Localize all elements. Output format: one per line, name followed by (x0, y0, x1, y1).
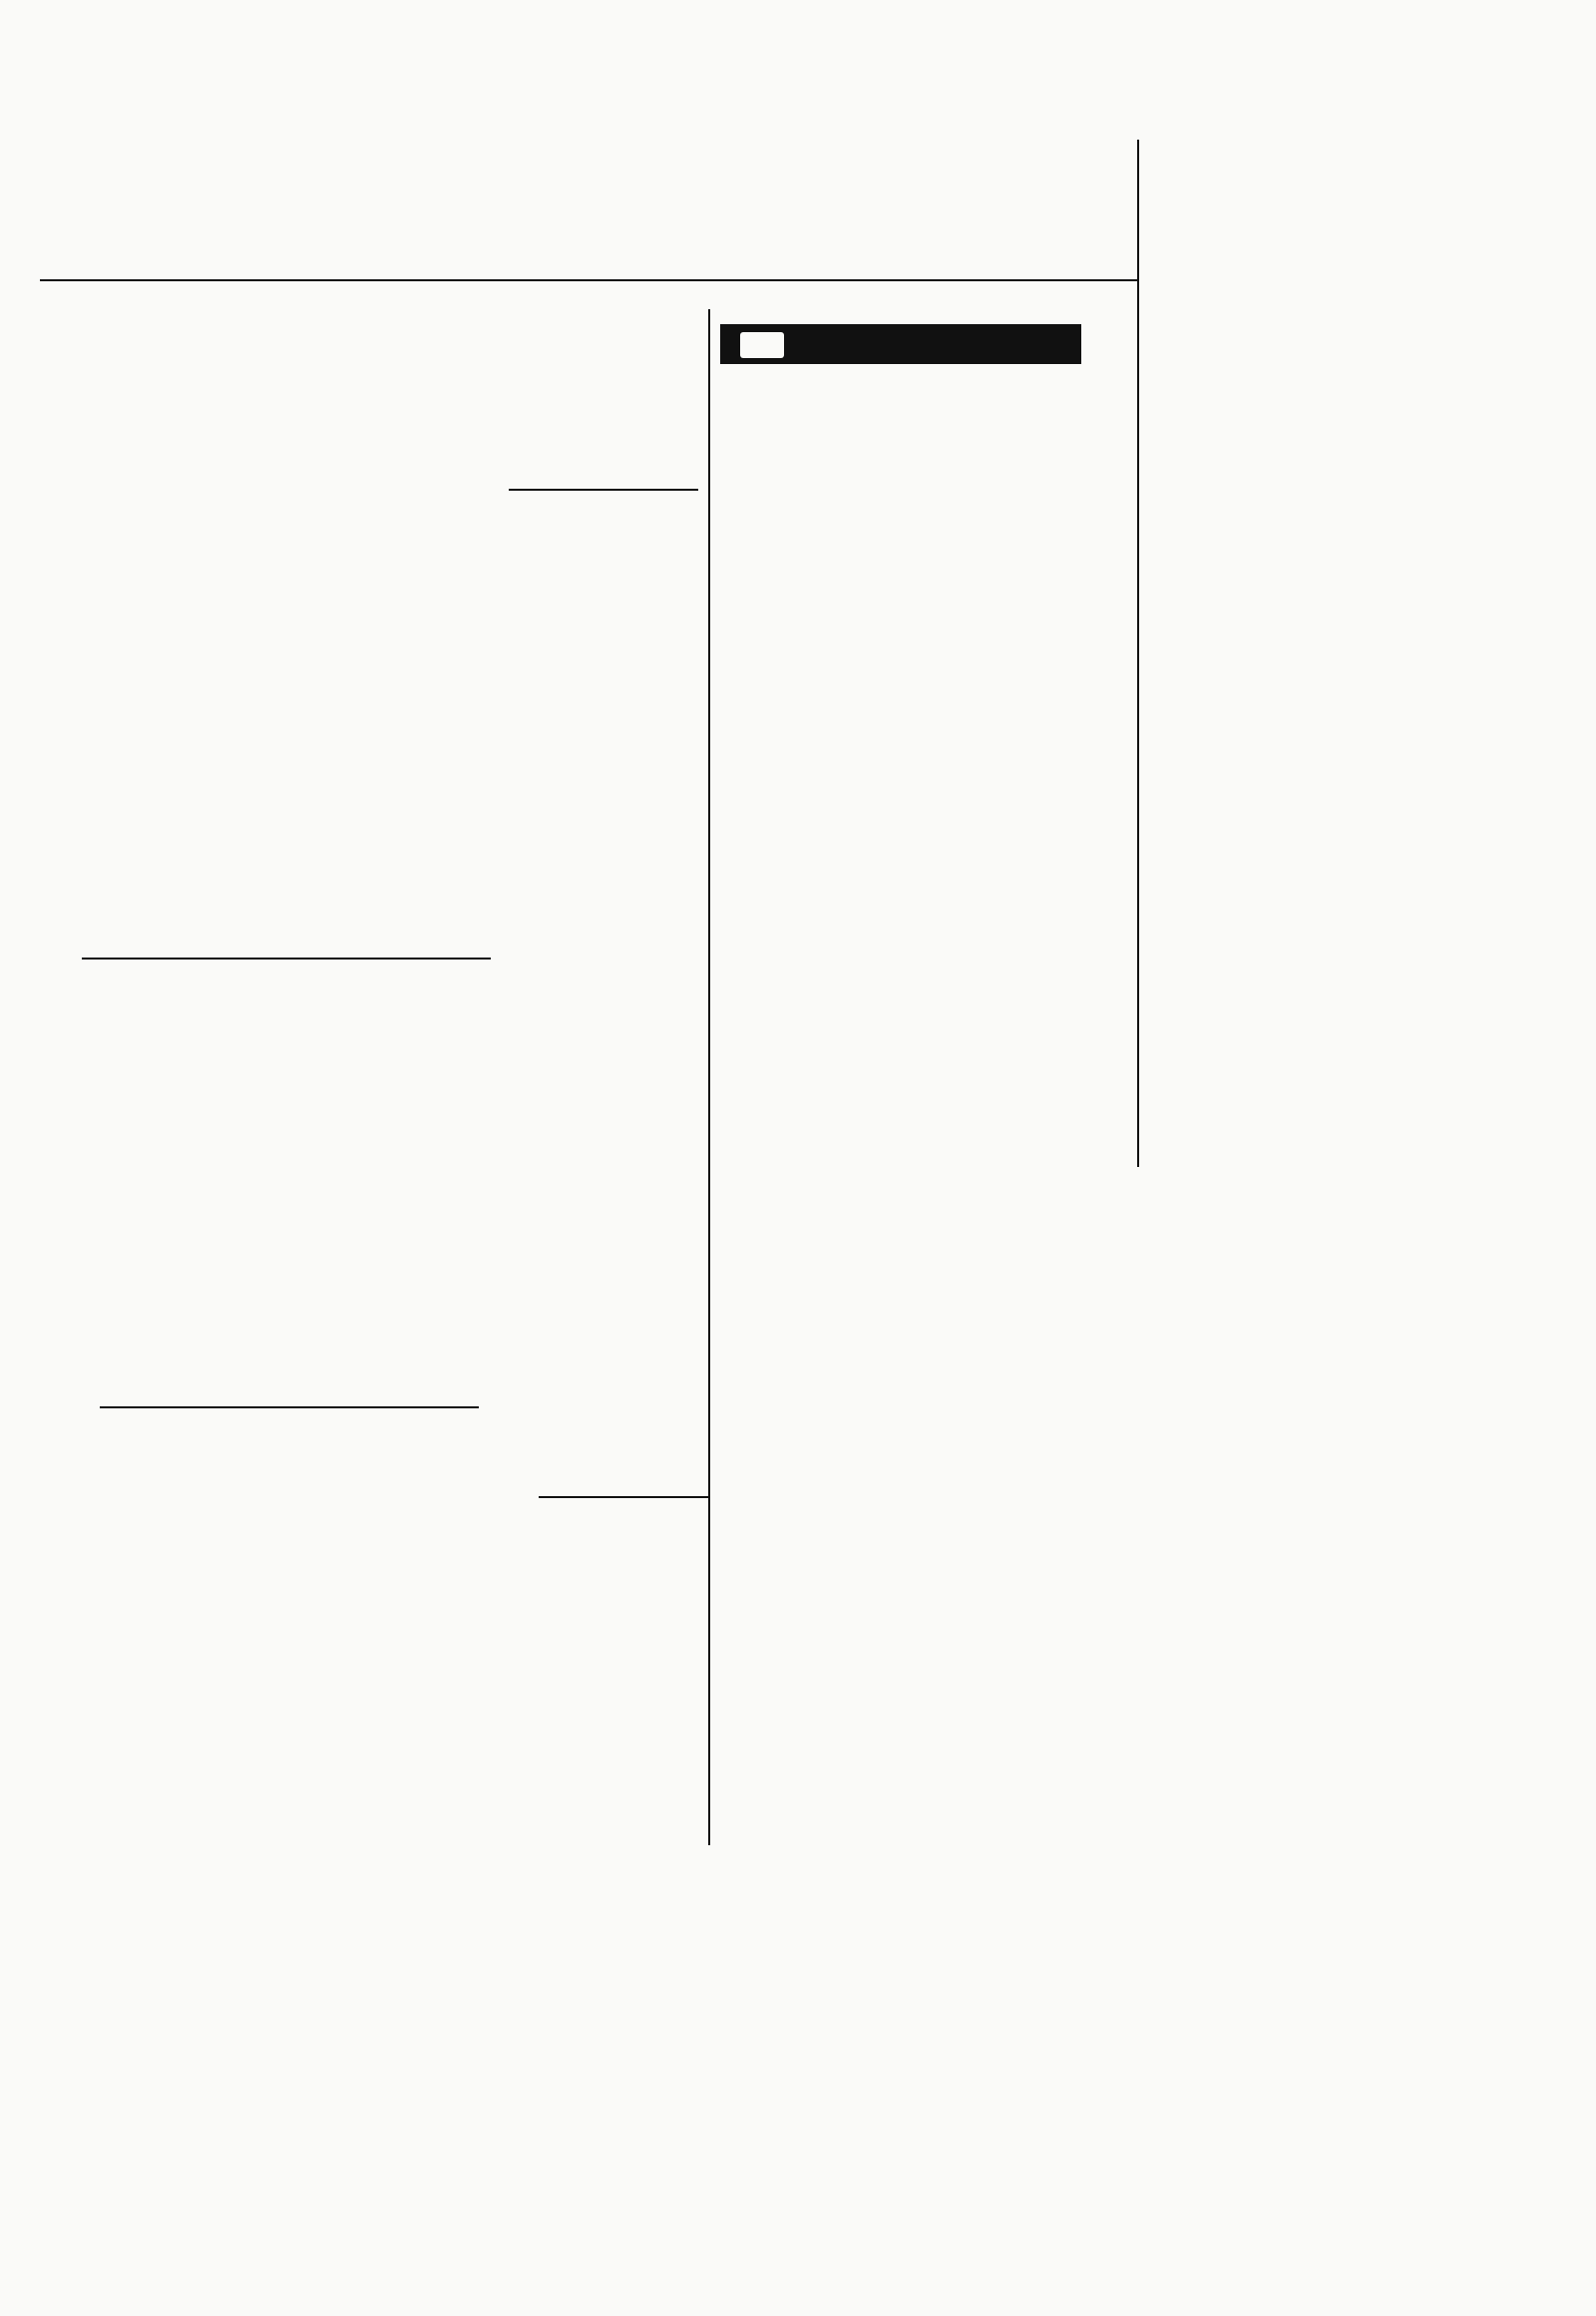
britain-body (82, 1042, 491, 1396)
america-col-2 (926, 457, 1125, 1105)
edition-24-body (539, 1636, 708, 1870)
india-col-3b (501, 778, 698, 1376)
foreign-banner (720, 324, 1081, 364)
wilson-headline (70, 1416, 499, 1420)
india-headline (40, 299, 698, 309)
foreign-banner-icon (740, 332, 784, 358)
slogan (40, 154, 279, 232)
column-rule (708, 309, 710, 1845)
masthead-rule (40, 279, 1137, 281)
edition-24 (539, 1506, 708, 1512)
india-col-3 (501, 502, 698, 731)
rule (82, 958, 491, 960)
america-headline (718, 384, 1127, 387)
column-rule (1137, 140, 1139, 1167)
masthead (40, 140, 1132, 279)
britain-headline (70, 972, 499, 976)
america-col-1 (718, 457, 916, 1105)
rule (509, 489, 698, 491)
india-col-1 (82, 502, 281, 921)
wilson-body2 (82, 1626, 491, 1840)
india-col-2 (291, 502, 491, 921)
wilson-body (82, 1486, 491, 1591)
rule (100, 1406, 479, 1408)
